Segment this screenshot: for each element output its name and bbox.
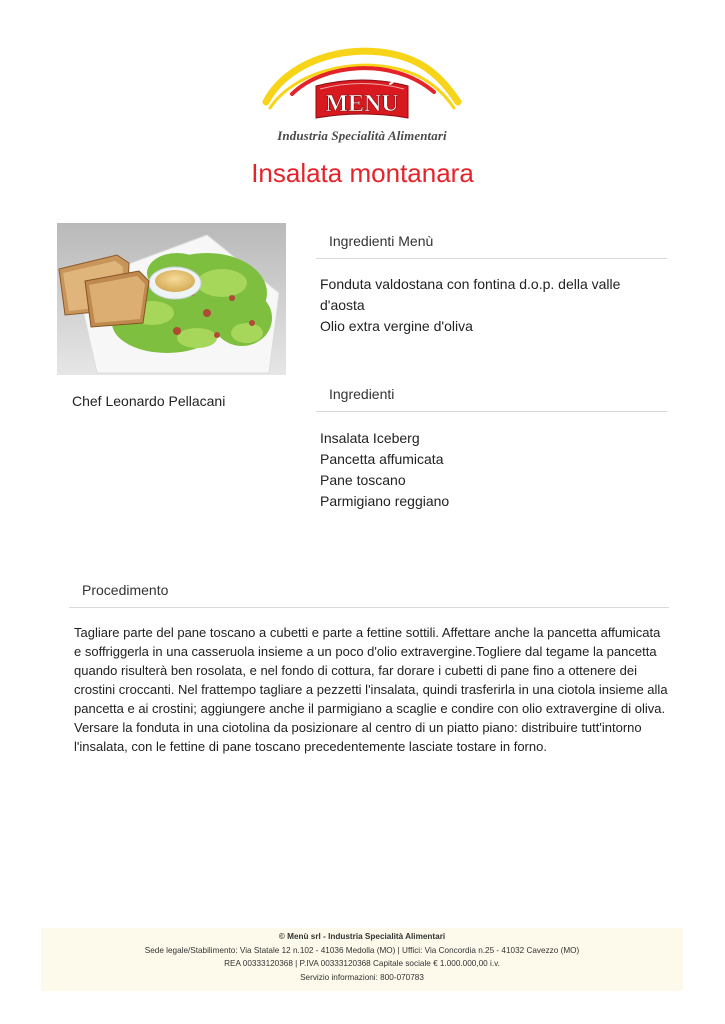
recipe-title: Insalata montanara [251,158,474,188]
dish-photo [57,223,286,375]
divider [316,411,667,412]
list-item: Fonduta valdostana con fontina d.o.p. della valle d'aosta [320,276,621,313]
divider [316,258,667,259]
divider [69,607,669,608]
footer-company: © Menù srl - Industria Specialità Alimentari [278,932,446,941]
footer-registry: REA 00333120368 | P.IVA 00333120368 Capitale sociale € 1.000.000,00 i.v. [224,959,500,968]
ingredienti-heading: Ingredienti [329,386,395,402]
procedimento-text: Tagliare parte del pane toscano a cubetti e parte a fettine sottili. Affettare anche la pancetta affumicata e soffriggerla in una casseruola insieme a un poco d'olio extravergine.Togliere dal tegame la pancetta quando risulterà ben rosolata, e nel fondo di cottura, far dorare i cubetti di pane fino a ottenere dei crostini croccanti. Nel frattempo tagliare a pezzetti l'insalata, quindi trasferirla in una ciotola insieme alla pancetta e ai crostini; aggiungere anche il parmigiano a scaglie e condire con olio extravergine di oliva. Versare la fonduta in una ciotolina da posizionare al centro di un piatto piano: distribuire tutt'intorno l'insalata, con le fettine di pane toscano precedentemente lasciate tostare in forno. [74,625,668,754]
list-item: Insalata Iceberg [320,430,420,446]
logo-tagline: Industria Specialità Alimentari [277,128,447,143]
ingredienti-menu-list [320,274,665,337]
chef-name: Chef Leonardo Pellacani [72,393,226,409]
menu-logo [262,44,462,152]
list-item: Pane toscano [320,472,406,488]
footer-service: Servizio informazioni: 800-070783 [300,972,424,982]
logo-wordmark: MENU [325,91,399,117]
list-item: Pancetta affumicata [320,451,444,467]
list-item: Olio extra vergine d'oliva [320,318,473,334]
footer-address: Sede legale/Stabilimento: Via Statale 12 n.102 - 41036 Medolla (MO) | Uffici: Via Concordia n.25 - 41032 Cavezzo (MO) [144,945,580,955]
list-item: Parmigiano reggiano [320,493,450,509]
footer [41,928,683,991]
procedimento-heading: Procedimento [82,582,169,598]
ingredienti-menu-heading: Ingredienti Menù [329,233,434,249]
ingredienti-list [320,428,665,512]
